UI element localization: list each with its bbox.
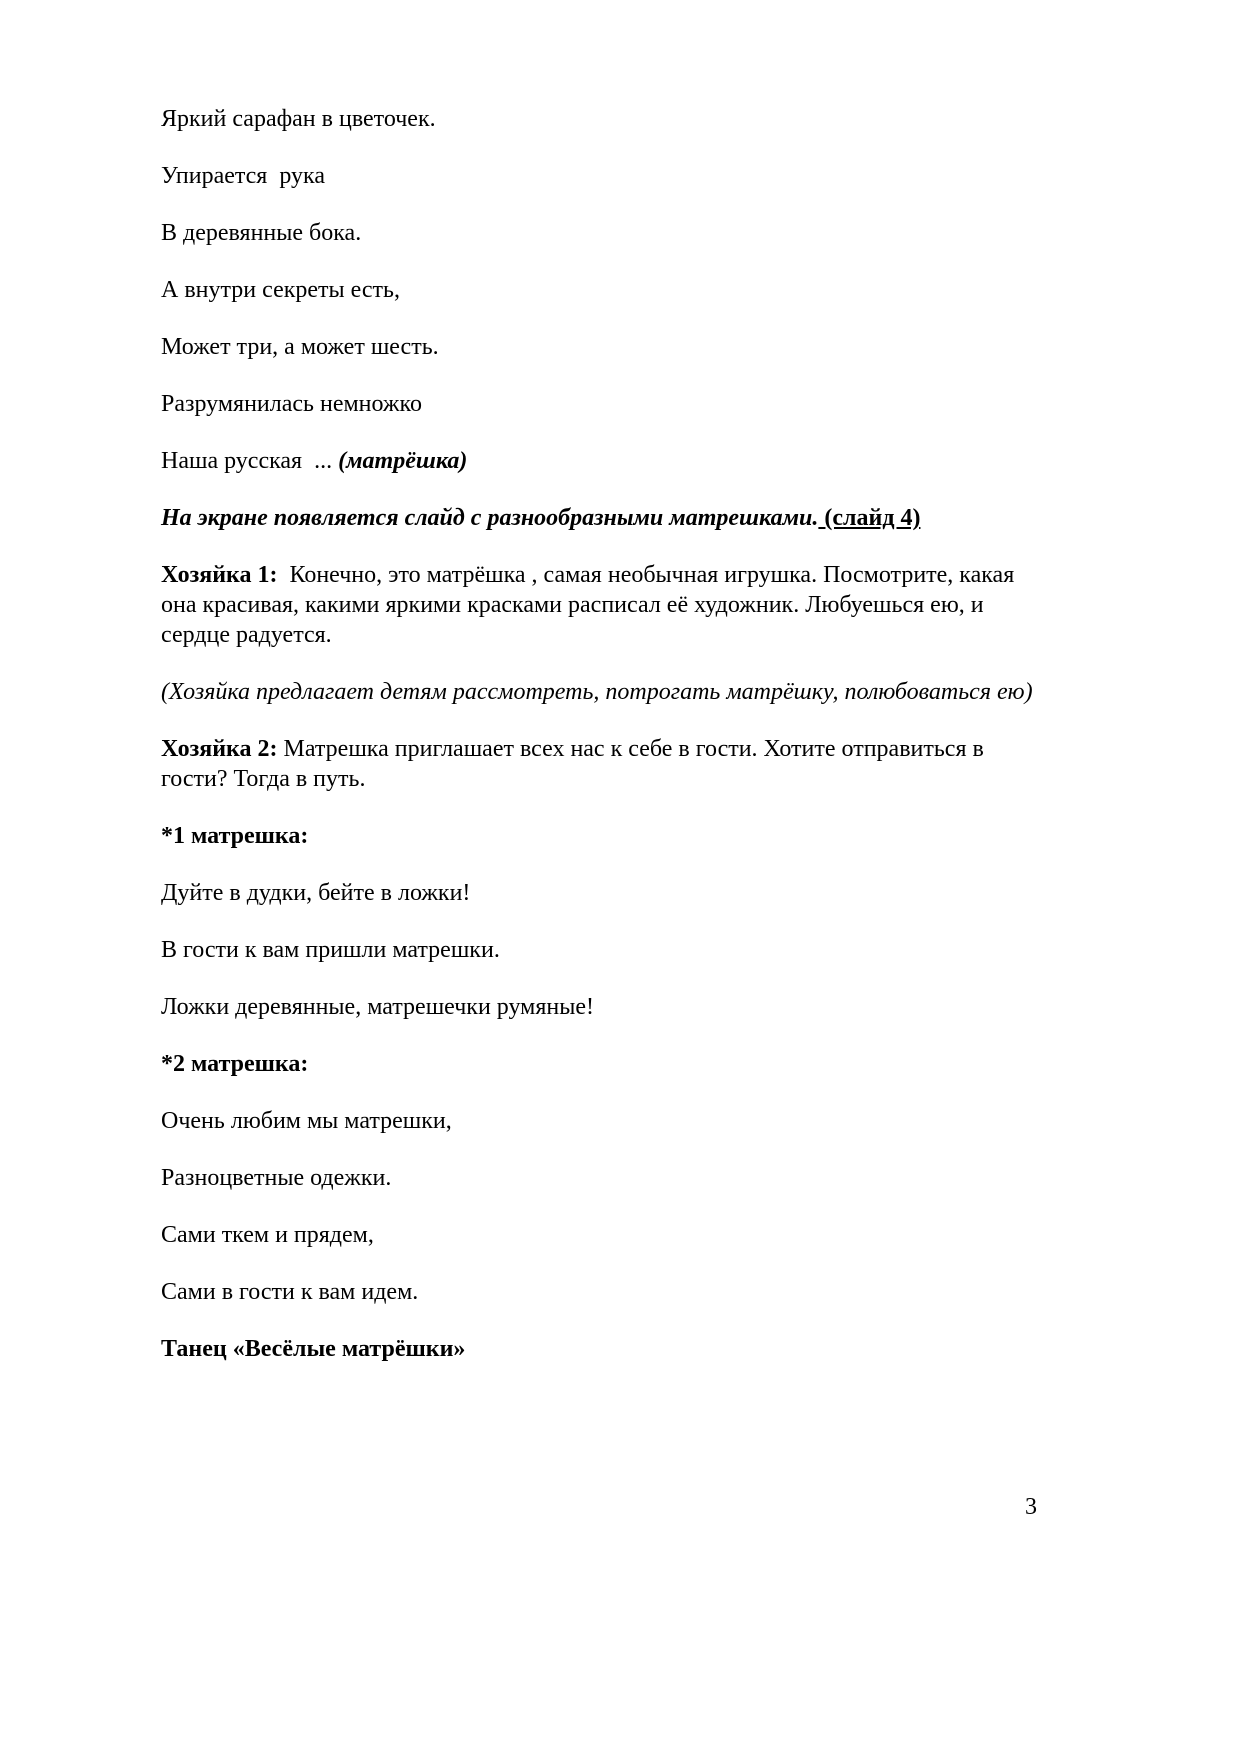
matryoshka1-line-3: Ложки деревянные, матрешечки румяные!	[161, 994, 595, 1020]
poem-line-1: Яркий сарафан в цветочек.	[161, 106, 436, 132]
poem-answer-lead: Наша русская ...	[161, 448, 339, 474]
host1-speech-text: Конечно, это матрёшка , самая необычная игрушка. Посмотрите, какая она красивая, какими яркими красками расписал её художник. Любуешься ею, и сердце радуется.	[161, 562, 1021, 648]
matryoshka2-line-3: Сами ткем и прядем,	[161, 1222, 374, 1248]
poem-answer-line	[161, 446, 1037, 476]
matryoshka2-line-1: Очень любим мы матрешки,	[161, 1108, 452, 1134]
document-content	[161, 104, 1037, 1391]
stage-direction-slide	[161, 503, 1037, 533]
page-number: 3	[1025, 1494, 1037, 1520]
host1-speaker-label: Хозяйка 1:	[161, 562, 278, 588]
matryoshka1-heading: *1 матрешка:	[161, 823, 309, 849]
host1-speech	[161, 560, 1037, 650]
dance-heading: Танец «Весёлые матрёшки»	[161, 1336, 466, 1362]
slide-reference: (слайд 4)	[818, 505, 921, 531]
host2-speaker-label: Хозяйка 2:	[161, 736, 278, 762]
poem-line-5: Может три, а может шесть.	[161, 334, 439, 360]
matryoshka2-line-2: Разноцветные одежки.	[161, 1165, 392, 1191]
poem-answer-word: (матрёшка)	[338, 448, 468, 474]
stage-direction-touch: (Хозяйка предлагает детям рассмотреть, потрогать матрёшку, полюбоваться ею)	[161, 679, 1033, 705]
stage-direction-slide-text: На экране появляется слайд с разнообразными матрешками.	[161, 505, 819, 531]
host2-speech	[161, 734, 1037, 794]
poem-line-6: Разрумянилась немножко	[161, 391, 422, 417]
matryoshka2-heading: *2 матрешка:	[161, 1051, 309, 1077]
poem-line-2: Упирается рука	[161, 163, 325, 189]
matryoshka1-line-2: В гости к вам пришли матрешки.	[161, 937, 500, 963]
poem-line-3: В деревянные бока.	[161, 220, 362, 246]
poem-line-4: А внутри секреты есть,	[161, 277, 400, 303]
host2-speech-text: Матрешка приглашает всех нас к себе в гости. Хотите отправиться в гости? Тогда в путь.	[161, 736, 990, 792]
matryoshka2-line-4: Сами в гости к вам идем.	[161, 1279, 419, 1305]
matryoshka1-line-1: Дуйте в дудки, бейте в ложки!	[161, 880, 471, 906]
